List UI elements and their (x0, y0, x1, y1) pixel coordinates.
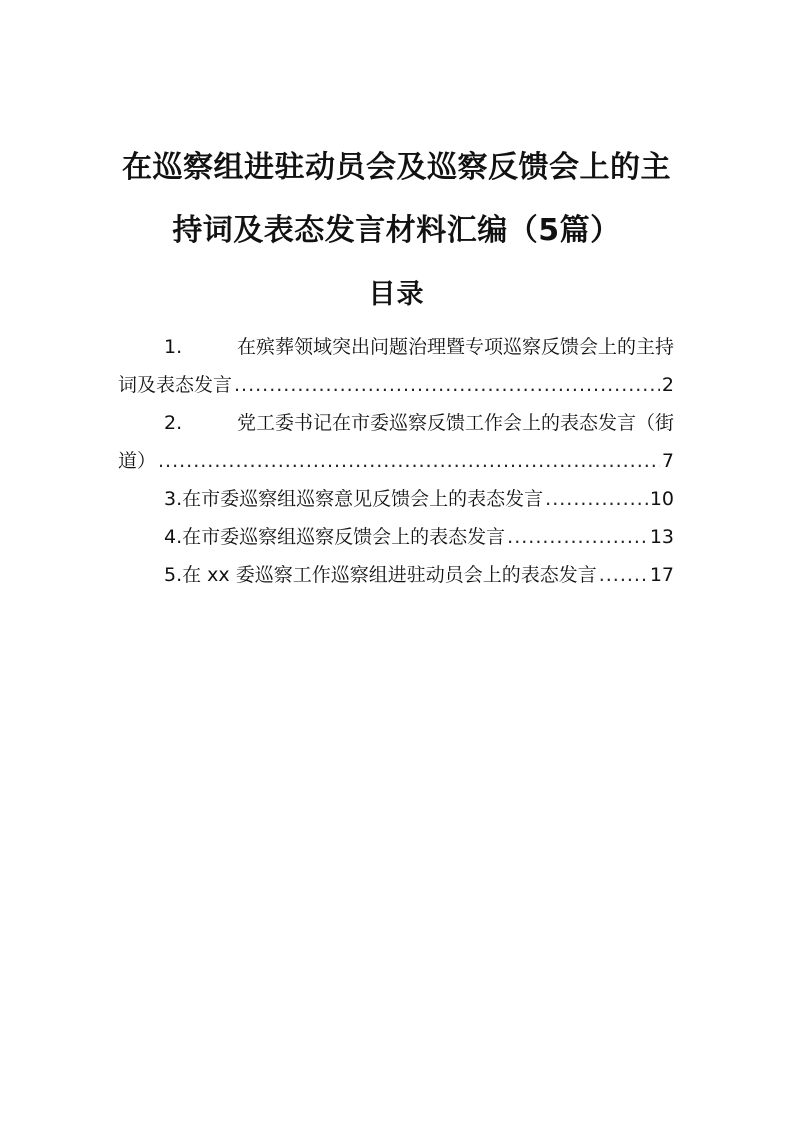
toc-page-number: 2 (661, 374, 674, 396)
toc-entry-4[interactable] (118, 522, 674, 552)
toc-page-number: 7 (661, 450, 674, 472)
toc-entry-number: 4. (164, 526, 183, 548)
toc-page-number: 10 (649, 488, 674, 510)
toc-entry-number: 3. (164, 488, 183, 510)
toc-page-number: 17 (649, 564, 674, 586)
toc-entry-text: 在殡葬领域突出问题治理暨专项巡察反馈会上的主持 (236, 336, 674, 358)
document-title-line-2: 持词及表态发言材料汇编（5篇） (172, 213, 621, 248)
toc-leader-dots (234, 370, 660, 400)
toc-entry-1-line-2[interactable] (118, 370, 674, 400)
toc-entry-text: 在 xx 委巡察工作巡察组进驻动员会上的表态发言 (182, 564, 597, 586)
toc-leader-dots (545, 484, 648, 514)
toc-entry-2-line-2[interactable] (118, 446, 674, 476)
toc-entry-5[interactable] (118, 560, 674, 590)
toc-entry-3[interactable] (118, 484, 674, 514)
toc-heading: 目录 (368, 279, 425, 310)
toc-entry-text: 在市委巡察组巡察反馈会上的表态发言 (182, 526, 506, 548)
toc-entry-number: 1. (164, 336, 183, 358)
toc-page-number: 13 (649, 526, 674, 548)
toc-entry-text-continued: 道） (118, 450, 157, 472)
toc-entry-2-line-1[interactable] (118, 408, 674, 438)
toc-entry-text-continued: 词及表态发言 (118, 374, 233, 396)
toc-entry-1-line-1[interactable] (118, 332, 674, 362)
toc-leader-dots (599, 560, 648, 590)
toc-leader-dots (507, 522, 648, 552)
toc-entry-text: 在市委巡察组巡察意见反馈会上的表态发言 (182, 488, 544, 510)
document-title-line-1: 在巡察组进驻动员会及巡察反馈会上的主 (122, 150, 671, 185)
toc-entry-number: 5. (164, 564, 183, 586)
toc-leader-dots (158, 446, 660, 476)
toc-entry-text: 党工委书记在市委巡察反馈工作会上的表态发言（街 (236, 412, 674, 434)
toc-entry-number: 2. (164, 412, 183, 434)
